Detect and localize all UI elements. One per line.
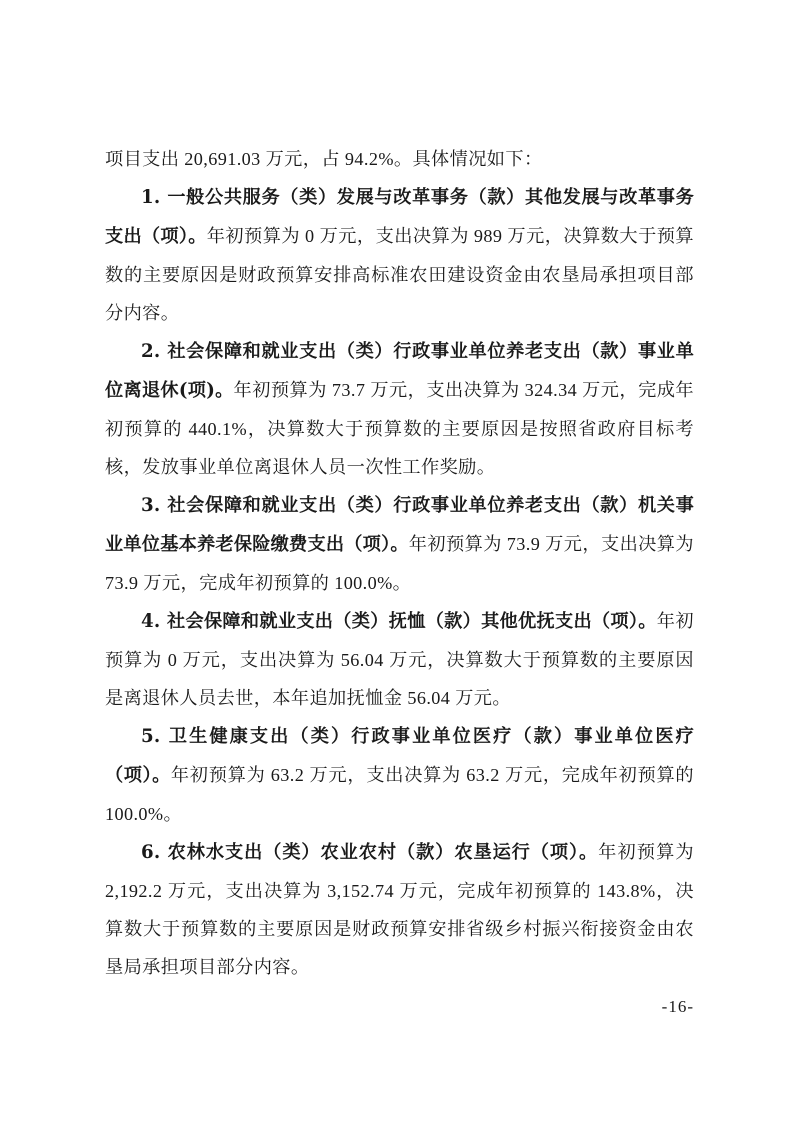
para-intro — [105, 140, 694, 178]
page-number: -16- — [661, 997, 694, 1016]
para-item-2-run-0: 2. 社会保障和就业支出（类）行政事业单位养老支出（款）事业单位离退休(项)。 — [105, 341, 694, 401]
para-intro-run-0: 项目支出 20,691.03 万元，占 94.2%。具体情况如下： — [105, 149, 543, 169]
para-item-2-run-1: 年初预算为 73.7 万元，支出决算为 324.34 万元，完成年初预算的 440.1%，决算数大于预算数的主要原因是按照省政府目标考核，发放事业单位离退休人员一次性工作奖励。 — [105, 380, 695, 477]
para-item-5-run-1: 年初预算为 63.2 万元，支出决算为 63.2 万元，完成年初预算的 100.0%。 — [105, 765, 694, 824]
para-item-1-run-0: 1. 一般公共服务（类）发展与改革事务（款）其他发展与改革事务支出（项）。 — [105, 187, 694, 247]
para-item-1-run-1: 年初预算为 0 万元，支出决算为 989 万元，决算数大于预算数的主要原因是财政预算安排高标准农田建设资金由农垦局承担项目部分内容。 — [105, 226, 694, 323]
para-item-1 — [105, 178, 694, 332]
para-item-5-run-0: 5. 卫生健康支出（类）行政事业单位医疗（款）事业单位医疗（项）。 — [105, 726, 694, 786]
para-item-6-run-0: 6. 农林水支出（类）农业农村（款）农垦运行（项）。 — [141, 842, 599, 863]
para-item-5 — [105, 717, 694, 833]
document-body — [105, 140, 694, 986]
para-item-2 — [105, 332, 694, 486]
para-item-4 — [105, 602, 694, 717]
para-item-3-run-1: 年初预算为 73.9 万元，支出决算为 73.9 万元，完成年初预算的 100.0%。 — [105, 534, 694, 593]
para-item-6 — [105, 833, 694, 986]
para-item-3-run-0: 3. 社会保障和就业支出（类）行政事业单位养老支出（款）机关事业单位基本养老保险缴费支出（项）。 — [105, 495, 694, 555]
para-item-6-run-1: 年初预算为 2,192.2 万元，支出决算为 3,152.74 万元，完成年初预算的 143.8%，决算数大于预算数的主要原因是财政预算安排省级乡村振兴衔接资金由农垦局承担项目部分内容。 — [105, 842, 694, 977]
para-item-4-run-0: 4. 社会保障和就业支出（类）抚恤（款）其他优抚支出（项）。 — [141, 611, 657, 632]
para-item-4-run-1: 年初预算为 0 万元，支出决算为 56.04 万元，决算数大于预算数的主要原因是离退休人员去世，本年追加抚恤金 56.04 万元。 — [105, 611, 694, 708]
para-item-3 — [105, 486, 694, 602]
